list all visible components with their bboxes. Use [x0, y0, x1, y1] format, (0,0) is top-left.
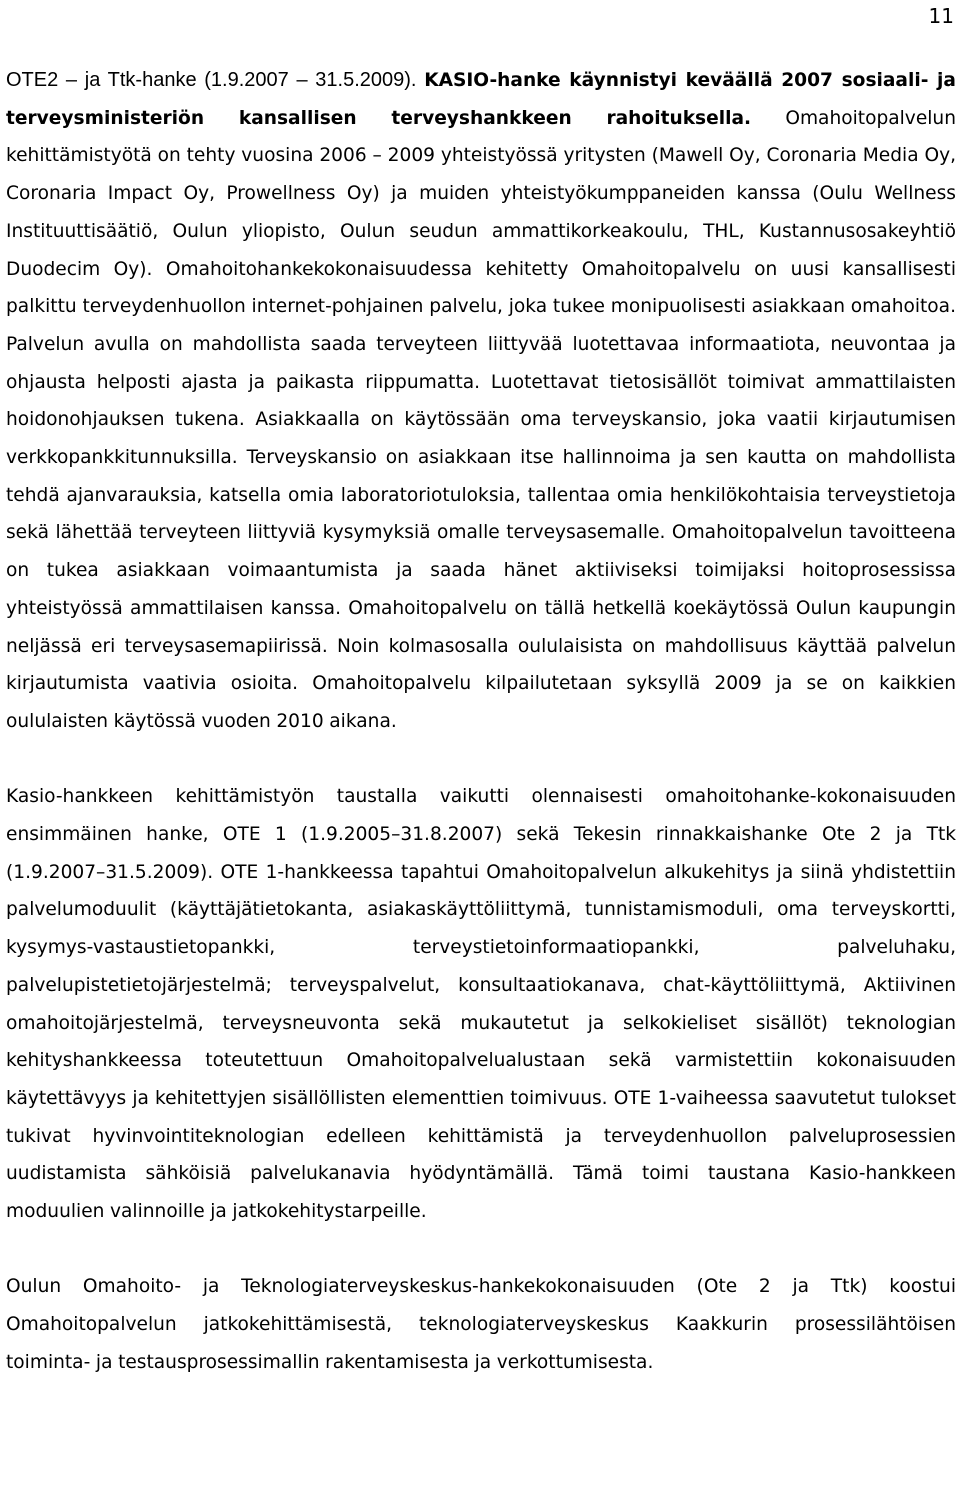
paragraph-kasio-project [6, 62, 956, 741]
paragraph-background: Kasio-hankkeen kehittämistyön taustalla vaikutti olennaisesti omahoitohanke-kokonaisuuden ensimmäinen hanke, OTE 1 (1.9.2005–31.8.2007) sekä Tekesin rinnakkaishanke Ote 2 ja Ttk (1.9.2007–31.5.2009). OTE 1-hankkeessa tapahtui Omahoitopalvelun alkukehitys ja siinä yhdistettiin palvelumoduulit (käyttäjätietokanta, asiakaskäyttöliittymä, tunnistamismoduli, oma terveyskortti, kysymys-vastaustietopankki, terveystietoinformaatiopankki, palveluhaku, palvelupistetietojärjestelmä; terveyspalvelut, konsultaatiokanava, chat-käyttöliittymä, Aktiivinen omahoitojärjestelmä, terveysneuvonta sekä mukautetut ja selkokieliset sisällöt) teknologian kehityshankkeessa toteutettuun Omahoitopalvelualustaan sekä varmistettiin kokonaisuuden käytettävyys ja kehitettyjen sisällöllisten elementtien toimivuus. OTE 1-vaiheessa saavutetut tulokset tukivat hyvinvointiteknologian edelleen kehittämistä ja terveydenhuollon palveluprosessien uudistamista sähköisiä palvelukanavia hyödyntämällä. Tämä toimi taustana Kasio-hankkeen moduulien valinnoille ja jatkokehitystarpeille. [6, 786, 956, 1223]
paragraph-bold-text: KASIO-hanke käynnistyi keväällä 2007 sosiaali- ja terveysministeriön kansallisen terveyshankkeen rahoituksella. [6, 70, 956, 129]
page-number: 11 [928, 4, 954, 28]
paragraph-ote2-ttk: Oulun Omahoito- ja Teknologiaterveyskeskus-hankekokonaisuuden (Ote 2 ja Ttk) koostui Omahoitopalvelun jatkokehittämisestä, teknologiaterveyskeskus Kaakkurin prosessilähtöisen toiminta- ja testausprosessimallin rakentamisesta ja verkottumisesta. [6, 1276, 956, 1373]
paragraph-lead-text: OTE2 – ja Ttk-hanke (1.9.2007 – 31.5.2009). [6, 69, 425, 91]
document-body [6, 62, 956, 1382]
paragraph-body-text: Omahoitopalvelun kehittämistyötä on tehty vuosina 2006 – 2009 yhteistyössä yritysten (Mawell Oy, Coronaria Media Oy, Coronaria Impact Oy, Prowellness Oy) ja muiden yhteistyökumppaneiden kanssa (Oulu Wellness Instituuttisäätiö, Oulun yliopisto, Oulun seudun ammattikorkeakoulu, THL, Kustannusosakeyhtiö Duodecim Oy). Omahoitohankekokonaisuudessa kehitetty Omahoitopalvelu on uusi kansallisesti palkittu terveydenhuollon internet-pohjainen palvelu, joka tukee monipuolisesti asiakkaan omahoitoa. Palvelun avulla on mahdollista saada terveyteen liittyvää luotettavaa informaatiota, neuvontaa ja ohjausta helposti ajasta ja paikasta riippumatta. Luotettavat tietosisällöt toimivat ammattilaisten hoidonohjauksen tukena. Asiakkaalla on käytössään oma terveyskansio, joka vaatii kirjautumisen verkkopankkitunnuksilla. Terveyskansio on asiakkaan itse hallinnoima ja sen kautta on mahdollista tehdä ajanvarauksia, katsella omia laboratoriotuloksia, tallentaa omia henkilökohtaisia terveystietoja sekä lähettää terveyteen liittyviä kysymyksiä omalle terveysasemalle. Omahoitopalvelun tavoitteena on tukea asiakkaan voimaantumista ja saada hänet aktiiviseksi toimijaksi hoitoprosessissa yhteistyössä ammattilaisen kanssa. Omahoitopalvelu on tällä hetkellä koekäytössä Oulun kaupungin neljässä eri terveysasemapiirissä. Noin kolmasosalla oululaisista on mahdollisuus käyttää palvelun kirjautumista vaativia osioita. Omahoitopalvelu kilpailutetaan syksyllä 2009 ja se on kaikkien oululaisten käytössä vuoden 2010 aikana. [6, 107, 956, 732]
